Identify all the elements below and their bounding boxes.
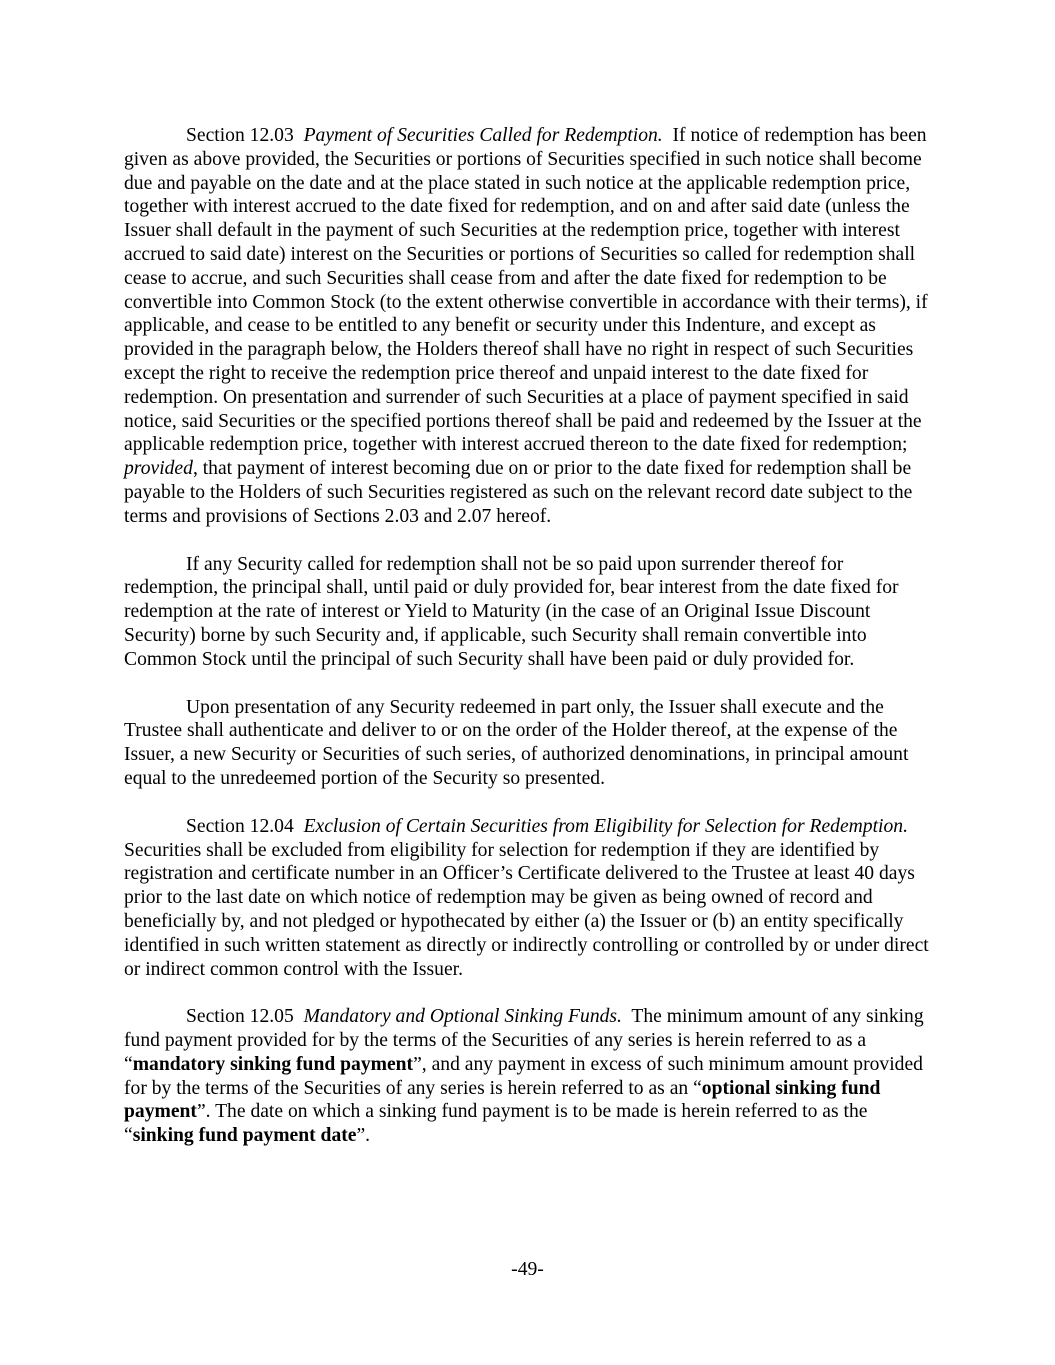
partial-redemption-paragraph: Upon presentation of any Security redeemed in part only, the Issuer shall execute and the Trustee shall authenticate and deliver to or on the order of the Holder thereof, at the expense of the Issuer, a new Security or Securities of such series, of authorized denominations, in principal amount equal to the unredeemed portion of the Security so presented. bbox=[124, 696, 909, 789]
section-12-05-number: Section 12.05 bbox=[186, 1006, 294, 1028]
defined-term-mandatory: mandatory sinking fund payment bbox=[132, 1053, 414, 1075]
section-12-03-number: Section 12.03 bbox=[186, 125, 294, 146]
section-12-04-body: Securities shall be excluded from eligibility for selection for redemption if they are identified by registration and certificate number in an Officer’s Certificate delivered to the Trustee at least 40 days prior to the last date on which notice of redemption may be given as being owned of record and beneficially by, and not pledged or hypothecated by either (a) the Issuer or (b) an entity specifically identified in such written statement as directly or indirectly controlling or controlled by or under direct or indirect common control with the Issuer. bbox=[124, 839, 929, 980]
section-12-05-text1: The minimum amount of any sinking fund payment provided for by the terms of the Securities of any series is herein referred to as a “ bbox=[124, 1006, 924, 1075]
section-12-04-title: Exclusion of Certain Securities from Eligibility for Selection for Redemption. bbox=[303, 815, 908, 837]
section-12-05-paragraph bbox=[124, 1005, 934, 1148]
defined-term-optional: optional sinking fund payment bbox=[124, 1077, 881, 1123]
proviso-word: provided bbox=[124, 458, 193, 480]
section-12-05-text2: ”, and any payment in excess of such minimum amount provided for by the terms of the Securities of any series is herein referred to as an “ bbox=[124, 1053, 923, 1099]
section-12-05-text3: ”. The date on which a sinking fund payment is to be made is herein referred to as the “ bbox=[124, 1101, 868, 1147]
section-12-05-title: Mandatory and Optional Sinking Funds. bbox=[303, 1006, 622, 1028]
section-12-03-body-part2: , that payment of interest becoming due on or prior to the date fixed for redemption shall be payable to the Holders of such Securities registered as such on the relevant record date subject to the terms and provisions of Sections 2.03 and 2.07 hereof. bbox=[124, 458, 913, 527]
defined-term-payment-date: sinking fund payment date bbox=[132, 1125, 357, 1147]
section-12-04-number: Section 12.04 bbox=[186, 815, 294, 837]
unpaid-redemption-paragraph: If any Security called for redemption shall not be so paid upon surrender thereof for redemption, the principal shall, until paid or duly provided for, bear interest from the date fixed for redemption at the rate of interest or Yield to Maturity (in the case of an Original Issue Discount Security) borne by such Security and, if applicable, such Security shall remain convertible into Common Stock until the principal of such Security shall have been paid or duly provided for. bbox=[124, 553, 899, 670]
page-number: -49- bbox=[511, 1259, 544, 1280]
section-12-04-paragraph bbox=[124, 815, 934, 982]
document-page bbox=[124, 124, 934, 1172]
section-12-03-title: Payment of Securities Called for Redemption. bbox=[303, 125, 663, 146]
section-12-05-text4: ”. bbox=[356, 1125, 371, 1147]
section-12-03-body-part1: If notice of redemption has been given as above provided, the Securities or portions of Securities specified in such notice shall become due and payable on the date and at the place stated in such notice at the applicable redemption price, together with interest accrued to the date fixed for redemption, and on and after said date (unless the Issuer shall default in the payment of such Securities at the redemption price, together with interest accrued to said date) interest on the Securities or portions of Securities so called for redemption shall cease to accrue, and such Securities shall cease from and after the date fixed for redemption to be convertible into Common Stock (to the extent otherwise convertible in accordance with their terms), if applicable, and cease to be entitled to any benefit or security under this Indenture, and except as provided in the paragraph below, the Holders thereof shall have no right in respect of such Securities except the right to receive the redemption price thereof and unpaid interest to the date fixed for redemption. On presentation and surrender of such Securities at a place of payment specified in said notice, said Securities or the specified portions thereof shall be paid and redeemed by the Issuer at the applicable redemption price, together with interest accrued thereon to the date fixed for redemption; bbox=[124, 125, 928, 456]
section-12-03-paragraph bbox=[124, 124, 934, 529]
